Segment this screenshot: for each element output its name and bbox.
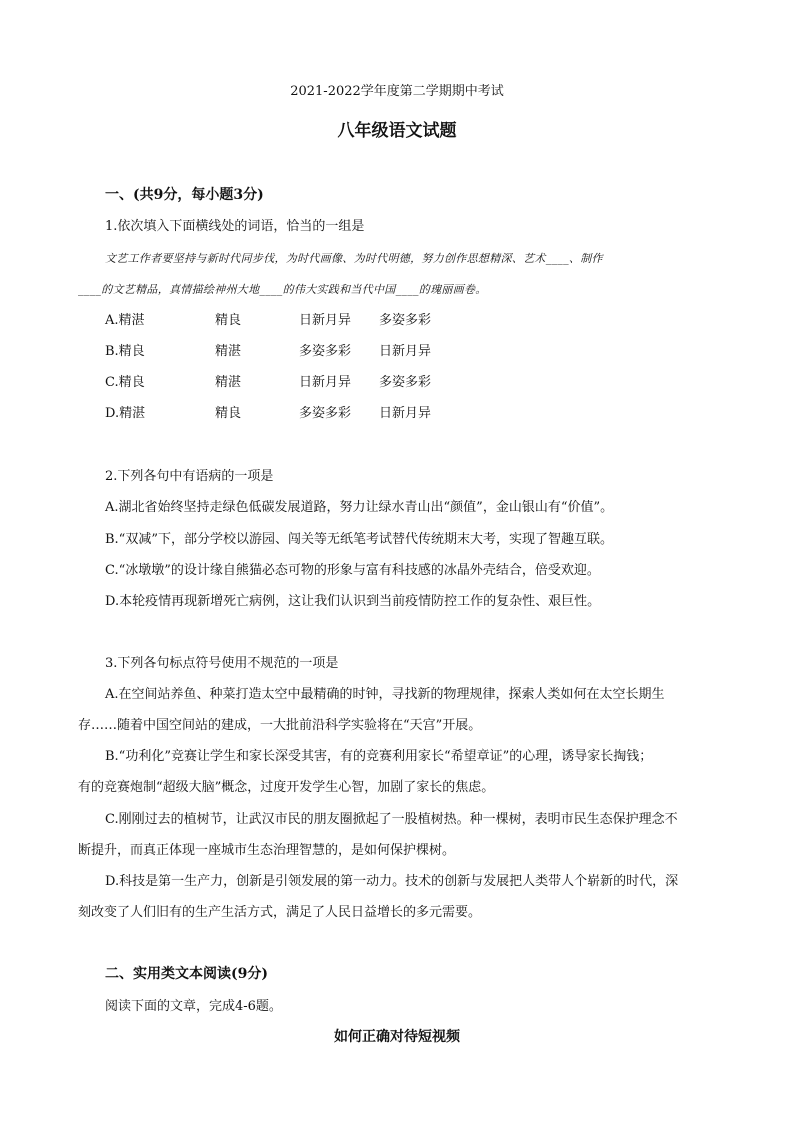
question-2-option-b: B.“双减”下，部分学校以游园、闯关等无纸笔考试替代传统期末大考，实现了智趣互联。 bbox=[105, 532, 613, 547]
section-2-heading: 二、实用类文本阅读(9分) bbox=[105, 966, 268, 982]
question-1-option-c bbox=[105, 375, 431, 391]
option-word: 多姿多彩 bbox=[379, 313, 432, 328]
question-3-stem: 3.下列各句标点符号使用不规范的一项是 bbox=[105, 656, 339, 671]
option-word: A.精湛 bbox=[105, 313, 145, 328]
question-2-option-d: D.本轮疫情再现新增死亡病例，这让我们认识到当前疫情防控工作的复杂性、艰巨性。 bbox=[105, 594, 601, 609]
question-3-option-c-line-1: C.刚刚过去的植树节，让武汉市民的朋友圈掀起了一股植树热。种一棵树，表明市民生态保护理念不 bbox=[105, 812, 678, 827]
option-word: 精湛 bbox=[215, 375, 242, 390]
question-2-option-a: A.湖北省始终坚持走绿色低碳发展道路，努力让绿水青山出“颜值”，金山银山有“价值”。 bbox=[105, 500, 614, 515]
question-1-passage-line-1: 文艺工作者要坚持与新时代同步伐，为时代画像、为时代明德，努力创作思想精深、艺术____、制作 bbox=[105, 252, 603, 265]
exam-title: 八年级语文试题 bbox=[337, 121, 457, 141]
question-1-option-d bbox=[105, 406, 431, 422]
question-1-stem: 1.依次填入下面横线处的词语，恰当的一组是 bbox=[105, 219, 365, 234]
question-1-option-a bbox=[105, 313, 431, 329]
question-3-option-d-line-1: D.科技是第一生产力，创新是引领发展的第一动力。技术的创新与发展把人类带人个崭新的时代，深 bbox=[105, 874, 679, 889]
option-word: 日新月异 bbox=[299, 375, 352, 390]
question-3-option-a-line-2: 存……随着中国空间站的建成，一大批前沿科学实验将在“天宫”开展。 bbox=[78, 718, 482, 733]
option-word: 日新月异 bbox=[299, 313, 352, 328]
question-1-passage-line-2: ____的文艺精品，真情描绘神州大地____的伟大实践和当代中国____的瑰丽画卷。 bbox=[78, 283, 487, 296]
question-1-option-b bbox=[105, 344, 431, 360]
option-word: 精湛 bbox=[215, 344, 242, 359]
question-3-option-b-line-1: B.“功利化”竞赛让学生和家长深受其害，有的竞赛利用家长“希望章证”的心理，诱导家长掏钱； bbox=[105, 749, 653, 764]
question-3-option-c-line-2: 断提升，而真正体现一座城市生态治理智慧的，是如何保护棵树。 bbox=[78, 843, 456, 858]
exam-year-line: 2021-2022学年度第二学期期中考试 bbox=[290, 84, 504, 99]
question-3-option-b-line-2: 有的竞赛炮制“超级大脑”概念，过度开发学生心智，加剧了家长的焦虑。 bbox=[78, 780, 495, 795]
option-word: 精良 bbox=[215, 406, 242, 421]
option-word: D.精湛 bbox=[105, 406, 146, 421]
option-word: 多姿多彩 bbox=[379, 375, 432, 390]
article-title: 如何正确对待短视频 bbox=[334, 1029, 460, 1045]
option-word: 多姿多彩 bbox=[299, 406, 352, 421]
option-word: 多姿多彩 bbox=[299, 344, 352, 359]
option-word: B.精良 bbox=[105, 344, 145, 359]
question-3-option-a-line-1: A.在空间站养鱼、种菜打造太空中最精确的时钟，寻找新的物理规律，探索人类如何在太空长期生 bbox=[105, 687, 665, 702]
option-word: 日新月异 bbox=[379, 406, 432, 421]
option-word: 日新月异 bbox=[379, 344, 432, 359]
question-3-option-d-line-2: 刻改变了人们旧有的生产生活方式，满足了人民日益增长的多元需要。 bbox=[78, 905, 482, 920]
option-word: C.精良 bbox=[105, 375, 145, 390]
question-2-option-c: C.“冰墩墩”的设计缘自熊猫必态可物的形象与富有科技感的冰晶外壳结合，倍受欢迎。 bbox=[105, 563, 600, 578]
reading-instruction: 阅读下面的文章，完成4-6题。 bbox=[105, 999, 282, 1014]
question-2-stem: 2.下列各句中有语病的一项是 bbox=[105, 469, 274, 484]
option-word: 精良 bbox=[215, 313, 242, 328]
section-1-heading: 一、(共9分，每小题3分) bbox=[105, 187, 264, 203]
